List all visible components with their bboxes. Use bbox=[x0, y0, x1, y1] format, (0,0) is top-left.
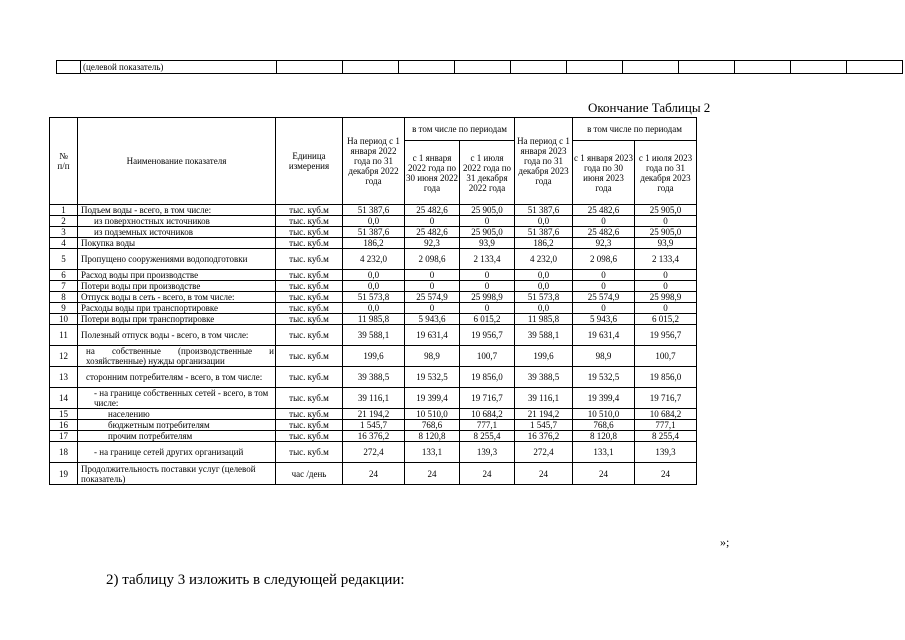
value-cell: 19 631,4 bbox=[405, 325, 460, 346]
row-unit: тыс. куб.м bbox=[276, 227, 343, 238]
value-cell: 186,2 bbox=[343, 238, 405, 249]
value-cell: 25 482,6 bbox=[405, 227, 460, 238]
value-cell: 2 133,4 bbox=[635, 249, 697, 270]
value-cell: 0 bbox=[635, 270, 697, 281]
value-cell: 0 bbox=[460, 216, 515, 227]
table-row bbox=[50, 388, 697, 409]
value-cell: 92,3 bbox=[405, 238, 460, 249]
value-cell: 10 684,2 bbox=[635, 409, 697, 420]
value-cell: 0,0 bbox=[515, 281, 573, 292]
value-cell: 98,9 bbox=[573, 346, 635, 367]
table-row bbox=[50, 249, 697, 270]
value-cell: 25 905,0 bbox=[635, 205, 697, 216]
row-number: 1 bbox=[50, 205, 78, 216]
row-unit: тыс. куб.м bbox=[276, 303, 343, 314]
closing-quote: »; bbox=[720, 535, 730, 549]
value-cell: 4 232,0 bbox=[515, 249, 573, 270]
value-cell: 24 bbox=[515, 463, 573, 485]
value-cell: 768,6 bbox=[405, 420, 460, 431]
table-row bbox=[50, 238, 697, 249]
header-period-2022: На период с 1 января 2022 года по 31 декабря 2022 года bbox=[343, 118, 405, 205]
value-cell: 0 bbox=[405, 303, 460, 314]
value-cell: 19 856,0 bbox=[460, 367, 515, 388]
previous-table-row bbox=[57, 61, 903, 74]
cell bbox=[735, 61, 791, 74]
value-cell: 25 482,6 bbox=[573, 227, 635, 238]
value-cell: 6 015,2 bbox=[460, 314, 515, 325]
value-cell: 39 116,1 bbox=[515, 388, 573, 409]
table-body bbox=[50, 205, 697, 485]
row-number: 15 bbox=[50, 409, 78, 420]
value-cell: 272,4 bbox=[343, 442, 405, 463]
value-cell: 199,6 bbox=[515, 346, 573, 367]
cell bbox=[567, 61, 623, 74]
value-cell: 0 bbox=[405, 281, 460, 292]
row-indicator-name: Продолжительность поставки услуг (целевой показатель) bbox=[78, 463, 276, 485]
value-cell: 25 905,0 bbox=[635, 227, 697, 238]
value-cell: 51 387,6 bbox=[343, 205, 405, 216]
row-unit: тыс. куб.м bbox=[276, 325, 343, 346]
value-cell: 6 015,2 bbox=[635, 314, 697, 325]
row-number: 16 bbox=[50, 420, 78, 431]
cell bbox=[791, 61, 847, 74]
value-cell: 1 545,7 bbox=[343, 420, 405, 431]
value-cell: 19 956,7 bbox=[460, 325, 515, 346]
row-number: 17 bbox=[50, 431, 78, 442]
header-period-2023: На период с 1 января 2023 года по 31 декабря 2023 года bbox=[515, 118, 573, 205]
header-incl-2022: в том числе по периодам bbox=[405, 118, 515, 141]
value-cell: 93,9 bbox=[460, 238, 515, 249]
value-cell: 2 098,6 bbox=[405, 249, 460, 270]
header-num: № п/п bbox=[50, 118, 78, 205]
previous-table-fragment bbox=[56, 60, 903, 74]
instruction-text: 2) таблицу 3 изложить в следующей редакции: bbox=[106, 572, 405, 588]
value-cell: 0 bbox=[573, 303, 635, 314]
header-row bbox=[50, 118, 697, 141]
value-cell: 0 bbox=[635, 303, 697, 314]
value-cell: 133,1 bbox=[573, 442, 635, 463]
value-cell: 21 194,2 bbox=[515, 409, 573, 420]
value-cell: 39 388,5 bbox=[515, 367, 573, 388]
value-cell: 139,3 bbox=[635, 442, 697, 463]
table-row bbox=[50, 325, 697, 346]
value-cell: 133,1 bbox=[405, 442, 460, 463]
row-unit: тыс. куб.м bbox=[276, 409, 343, 420]
row-unit: тыс. куб.м bbox=[276, 205, 343, 216]
row-number: 12 bbox=[50, 346, 78, 367]
value-cell: 51 573,8 bbox=[343, 292, 405, 303]
value-cell: 0,0 bbox=[343, 216, 405, 227]
row-unit: тыс. куб.м bbox=[276, 249, 343, 270]
value-cell: 98,9 bbox=[405, 346, 460, 367]
value-cell: 0,0 bbox=[343, 281, 405, 292]
value-cell: 0 bbox=[460, 303, 515, 314]
value-cell: 39 588,1 bbox=[343, 325, 405, 346]
row-indicator-name: Потери воды при транспортировке bbox=[78, 314, 276, 325]
table-row bbox=[50, 420, 697, 431]
row-indicator-name: Полезный отпуск воды - всего, в том числе: bbox=[78, 325, 276, 346]
row-unit: тыс. куб.м bbox=[276, 346, 343, 367]
value-cell: 0,0 bbox=[515, 303, 573, 314]
row-number: 6 bbox=[50, 270, 78, 281]
value-cell: 25 998,9 bbox=[460, 292, 515, 303]
table-row bbox=[50, 314, 697, 325]
header-h1-2022: с 1 января 2022 года по 30 июня 2022 года bbox=[405, 141, 460, 205]
cell bbox=[57, 61, 81, 74]
row-number: 4 bbox=[50, 238, 78, 249]
value-cell: 19 856,0 bbox=[635, 367, 697, 388]
row-indicator-name: - на границе собственных сетей - всего, в том числе: bbox=[78, 388, 276, 409]
value-cell: 0 bbox=[573, 216, 635, 227]
table-caption: Окончание Таблицы 2 bbox=[588, 100, 711, 115]
table-row bbox=[50, 205, 697, 216]
row-unit: тыс. куб.м bbox=[276, 388, 343, 409]
row-number: 13 bbox=[50, 367, 78, 388]
value-cell: 24 bbox=[573, 463, 635, 485]
row-number: 11 bbox=[50, 325, 78, 346]
table-row bbox=[50, 227, 697, 238]
value-cell: 4 232,0 bbox=[343, 249, 405, 270]
row-indicator-name: Расходы воды при транспортировке bbox=[78, 303, 276, 314]
table-header bbox=[50, 118, 697, 205]
table-row bbox=[50, 270, 697, 281]
value-cell: 39 116,1 bbox=[343, 388, 405, 409]
value-cell: 25 574,9 bbox=[405, 292, 460, 303]
row-number: 7 bbox=[50, 281, 78, 292]
value-cell: 19 399,4 bbox=[573, 388, 635, 409]
value-cell: 24 bbox=[460, 463, 515, 485]
value-cell: 0 bbox=[573, 270, 635, 281]
row-number: 2 bbox=[50, 216, 78, 227]
row-number: 19 bbox=[50, 463, 78, 485]
value-cell: 24 bbox=[343, 463, 405, 485]
value-cell: 24 bbox=[635, 463, 697, 485]
value-cell: 0 bbox=[460, 270, 515, 281]
value-cell: 51 387,6 bbox=[343, 227, 405, 238]
value-cell: 272,4 bbox=[515, 442, 573, 463]
value-cell: 8 120,8 bbox=[405, 431, 460, 442]
value-cell: 0 bbox=[405, 270, 460, 281]
row-number: 18 bbox=[50, 442, 78, 463]
value-cell: 11 985,8 bbox=[515, 314, 573, 325]
row-number: 9 bbox=[50, 303, 78, 314]
value-cell: 10 510,0 bbox=[405, 409, 460, 420]
value-cell: 25 482,6 bbox=[573, 205, 635, 216]
value-cell: 19 532,5 bbox=[573, 367, 635, 388]
value-cell: 0,0 bbox=[343, 303, 405, 314]
cell bbox=[399, 61, 455, 74]
header-incl-2023: в том числе по периодам bbox=[573, 118, 697, 141]
value-cell: 92,3 bbox=[573, 238, 635, 249]
previous-table-label: (целевой показатель) bbox=[81, 61, 277, 74]
row-unit: тыс. куб.м bbox=[276, 314, 343, 325]
header-unit: Единица измерения bbox=[276, 118, 343, 205]
value-cell: 19 716,7 bbox=[460, 388, 515, 409]
value-cell: 139,3 bbox=[460, 442, 515, 463]
value-cell: 51 573,8 bbox=[515, 292, 573, 303]
value-cell: 93,9 bbox=[635, 238, 697, 249]
value-cell: 21 194,2 bbox=[343, 409, 405, 420]
value-cell: 19 956,7 bbox=[635, 325, 697, 346]
value-cell: 51 387,6 bbox=[515, 227, 573, 238]
table-row bbox=[50, 346, 697, 367]
value-cell: 25 574,9 bbox=[573, 292, 635, 303]
value-cell: 0 bbox=[405, 216, 460, 227]
row-number: 3 bbox=[50, 227, 78, 238]
cell bbox=[343, 61, 399, 74]
row-unit: тыс. куб.м bbox=[276, 367, 343, 388]
value-cell: 25 905,0 bbox=[460, 227, 515, 238]
row-number: 10 bbox=[50, 314, 78, 325]
row-indicator-name: Пропущено сооружениями водоподготовки bbox=[78, 249, 276, 270]
value-cell: 10 510,0 bbox=[573, 409, 635, 420]
row-number: 14 bbox=[50, 388, 78, 409]
cell bbox=[455, 61, 511, 74]
value-cell: 186,2 bbox=[515, 238, 573, 249]
table-row bbox=[50, 303, 697, 314]
value-cell: 0,0 bbox=[515, 270, 573, 281]
value-cell: 51 387,6 bbox=[515, 205, 573, 216]
row-indicator-name: Отпуск воды в сеть - всего, в том числе: bbox=[78, 292, 276, 303]
value-cell: 25 998,9 bbox=[635, 292, 697, 303]
value-cell: 0,0 bbox=[515, 216, 573, 227]
value-cell: 0 bbox=[635, 216, 697, 227]
row-unit: тыс. куб.м bbox=[276, 292, 343, 303]
row-unit: тыс. куб.м bbox=[276, 420, 343, 431]
row-number: 5 bbox=[50, 249, 78, 270]
value-cell: 25 482,6 bbox=[405, 205, 460, 216]
value-cell: 24 bbox=[405, 463, 460, 485]
value-cell: 100,7 bbox=[460, 346, 515, 367]
row-unit: час /день bbox=[276, 463, 343, 485]
table-row bbox=[50, 409, 697, 420]
row-indicator-name: прочим потребителям bbox=[78, 431, 276, 442]
value-cell: 8 255,4 bbox=[635, 431, 697, 442]
value-cell: 199,6 bbox=[343, 346, 405, 367]
header-h2-2022: с 1 июля 2022 года по 31 декабря 2022 года bbox=[460, 141, 515, 205]
cell bbox=[511, 61, 567, 74]
value-cell: 100,7 bbox=[635, 346, 697, 367]
row-unit: тыс. куб.м bbox=[276, 431, 343, 442]
table-row bbox=[50, 442, 697, 463]
value-cell: 0 bbox=[573, 281, 635, 292]
value-cell: 2 133,4 bbox=[460, 249, 515, 270]
row-indicator-name: сторонним потребителям - всего, в том числе: bbox=[78, 367, 276, 388]
header-name: Наименование показателя bbox=[78, 118, 276, 205]
value-cell: 39 388,5 bbox=[343, 367, 405, 388]
table-row bbox=[50, 367, 697, 388]
value-cell: 1 545,7 bbox=[515, 420, 573, 431]
cell bbox=[679, 61, 735, 74]
table-row bbox=[50, 292, 697, 303]
value-cell: 768,6 bbox=[573, 420, 635, 431]
row-indicator-name: Потери воды при производстве bbox=[78, 281, 276, 292]
value-cell: 39 588,1 bbox=[515, 325, 573, 346]
cell bbox=[277, 61, 343, 74]
value-cell: 16 376,2 bbox=[343, 431, 405, 442]
value-cell: 0 bbox=[460, 281, 515, 292]
value-cell: 0 bbox=[635, 281, 697, 292]
row-unit: тыс. куб.м bbox=[276, 442, 343, 463]
row-indicator-name: - на границе сетей других организаций bbox=[78, 442, 276, 463]
row-indicator-name: из поверхностных источников bbox=[78, 216, 276, 227]
value-cell: 16 376,2 bbox=[515, 431, 573, 442]
header-h2-2023: с 1 июля 2023 года по 31 декабря 2023 года bbox=[635, 141, 697, 205]
table-row bbox=[50, 463, 697, 485]
value-cell: 2 098,6 bbox=[573, 249, 635, 270]
value-cell: 25 905,0 bbox=[460, 205, 515, 216]
value-cell: 777,1 bbox=[460, 420, 515, 431]
value-cell: 0,0 bbox=[343, 270, 405, 281]
value-cell: 777,1 bbox=[635, 420, 697, 431]
header-h1-2023: с 1 января 2023 года по 30 июня 2023 года bbox=[573, 141, 635, 205]
table-row bbox=[50, 281, 697, 292]
value-cell: 5 943,6 bbox=[405, 314, 460, 325]
value-cell: 8 255,4 bbox=[460, 431, 515, 442]
value-cell: 10 684,2 bbox=[460, 409, 515, 420]
table-row bbox=[50, 431, 697, 442]
value-cell: 19 532,5 bbox=[405, 367, 460, 388]
row-indicator-name: из подземных источников bbox=[78, 227, 276, 238]
value-cell: 19 399,4 bbox=[405, 388, 460, 409]
value-cell: 5 943,6 bbox=[573, 314, 635, 325]
cell bbox=[847, 61, 903, 74]
value-cell: 19 716,7 bbox=[635, 388, 697, 409]
row-unit: тыс. куб.м bbox=[276, 270, 343, 281]
data-table bbox=[49, 117, 697, 485]
row-unit: тыс. куб.м bbox=[276, 238, 343, 249]
value-cell: 11 985,8 bbox=[343, 314, 405, 325]
row-unit: тыс. куб.м bbox=[276, 281, 343, 292]
row-indicator-name: Покупка воды bbox=[78, 238, 276, 249]
table-row bbox=[50, 216, 697, 227]
row-unit: тыс. куб.м bbox=[276, 216, 343, 227]
value-cell: 8 120,8 bbox=[573, 431, 635, 442]
row-indicator-name: населению bbox=[78, 409, 276, 420]
row-number: 8 bbox=[50, 292, 78, 303]
cell bbox=[623, 61, 679, 74]
row-indicator-name: на собственные (производственные и хозяйственные) нужды организации bbox=[78, 346, 276, 367]
row-indicator-name: Подъем воды - всего, в том числе: bbox=[78, 205, 276, 216]
value-cell: 19 631,4 bbox=[573, 325, 635, 346]
row-indicator-name: Расход воды при производстве bbox=[78, 270, 276, 281]
row-indicator-name: бюджетным потребителям bbox=[78, 420, 276, 431]
